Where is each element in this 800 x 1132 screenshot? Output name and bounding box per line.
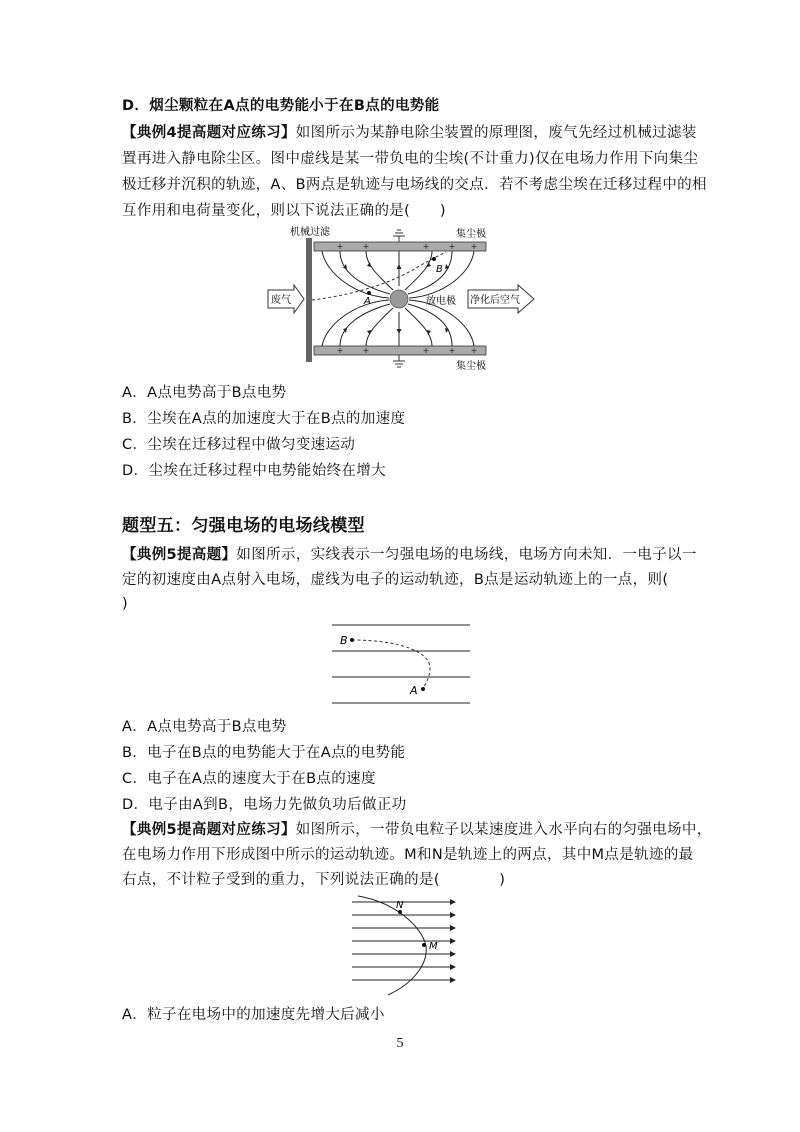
section-title: 题型五：匀强电场的电场线模型	[122, 516, 365, 536]
electrostatic-precipitator-figure	[266, 224, 538, 372]
discharge-electrode	[390, 290, 408, 308]
q4-option-c: C．尘埃在迁移过程中做匀变速运动	[122, 437, 356, 453]
label-m: M	[429, 941, 438, 952]
q4-option-b: B．尘埃在A点的加速度大于在B点的加速度	[122, 411, 406, 427]
point-a	[367, 291, 371, 295]
q5-practice-line2: 在电场力作用下形成图中所示的运动轨迹。M和N是轨迹上的两点，其中M点是轨迹的最	[122, 847, 694, 863]
q-prev-option-d: D．烟尘颗粒在A点的电势能小于在B点的电势能	[122, 98, 440, 114]
q5-option-b: B．电子在B点的电势能大于在A点的电势能	[122, 745, 406, 761]
label-discharge: 放电极	[426, 296, 456, 307]
q5-line2: 定的初速度由A点射入电场，虚线为电子的运动轨迹，B点是运动轨迹上的一点，则(	[122, 572, 669, 588]
uniform-field-electron-figure	[330, 620, 472, 708]
point-b	[432, 257, 436, 261]
q5-option-c: C．电子在A点的速度大于在B点的速度	[122, 771, 376, 787]
q4-practice-line1: 【典例4提高题对应练习】如图所示为某静电除尘装置的原理图，废气先经过机械过滤装	[122, 125, 697, 141]
point-a	[421, 687, 425, 691]
point-b	[350, 638, 354, 642]
label-inlet: 废气	[271, 295, 291, 306]
label-a: A	[410, 684, 418, 697]
q5-option-a: A．A点电势高于B点电势	[122, 719, 287, 735]
q4-option-d: D．尘埃在迁移过程中电势能始终在增大	[122, 463, 386, 479]
q4-practice-line4: 互作用和电荷量变化，则以下说法正确的是( )	[122, 203, 446, 219]
electron-trajectory	[352, 640, 430, 689]
label-a: A	[364, 296, 371, 307]
q5-line3: )	[122, 596, 129, 612]
label-b: B	[340, 634, 348, 647]
label-collector-top: 集尘极	[456, 229, 486, 240]
field-lines	[332, 625, 470, 703]
field-arrowheads	[450, 899, 456, 983]
q5-practice-line1: 【典例5提高题对应练习】如图所示，一带负电粒子以某速度进入水平向右的匀强电场中，	[122, 822, 712, 838]
q4-practice-line2: 置再进入静电除尘区。图中虚线是某一带负电的尘埃(不计重力)仅在电场力作用下向集尘	[122, 151, 699, 167]
page-number: 5	[396, 1036, 404, 1051]
label-outlet: 净化后空气	[470, 295, 520, 306]
q5-practice-line3: 右点，不计粒子受到的重力，下列说法正确的是( )	[122, 872, 506, 888]
label-b: B	[436, 264, 443, 275]
point-m	[422, 943, 426, 947]
q4-practice-line3: 极迁移并沉积的轨迹，A、B两点是轨迹与电场线的交点．若不考虑尘埃在迁移过程中的相	[122, 177, 707, 193]
q5-line1: 【典例5提高题】如图所示，实线表示一匀强电场的电场线，电场方向未知．一电子以一	[122, 547, 697, 563]
q5-practice-option-a: A．粒子在电场中的加速度先增大后减小	[122, 1007, 385, 1023]
label-filter: 机械过滤	[290, 227, 330, 238]
filter-wall	[306, 238, 312, 362]
q4-option-a: A．A点电势高于B点电势	[122, 385, 287, 401]
label-n: N	[396, 900, 404, 911]
charged-particle-field-figure	[344, 894, 460, 998]
label-collector-bottom: 集尘极	[456, 361, 486, 372]
q5-option-d: D．电子由A到B，电场力先做负功后做正功	[122, 797, 407, 813]
